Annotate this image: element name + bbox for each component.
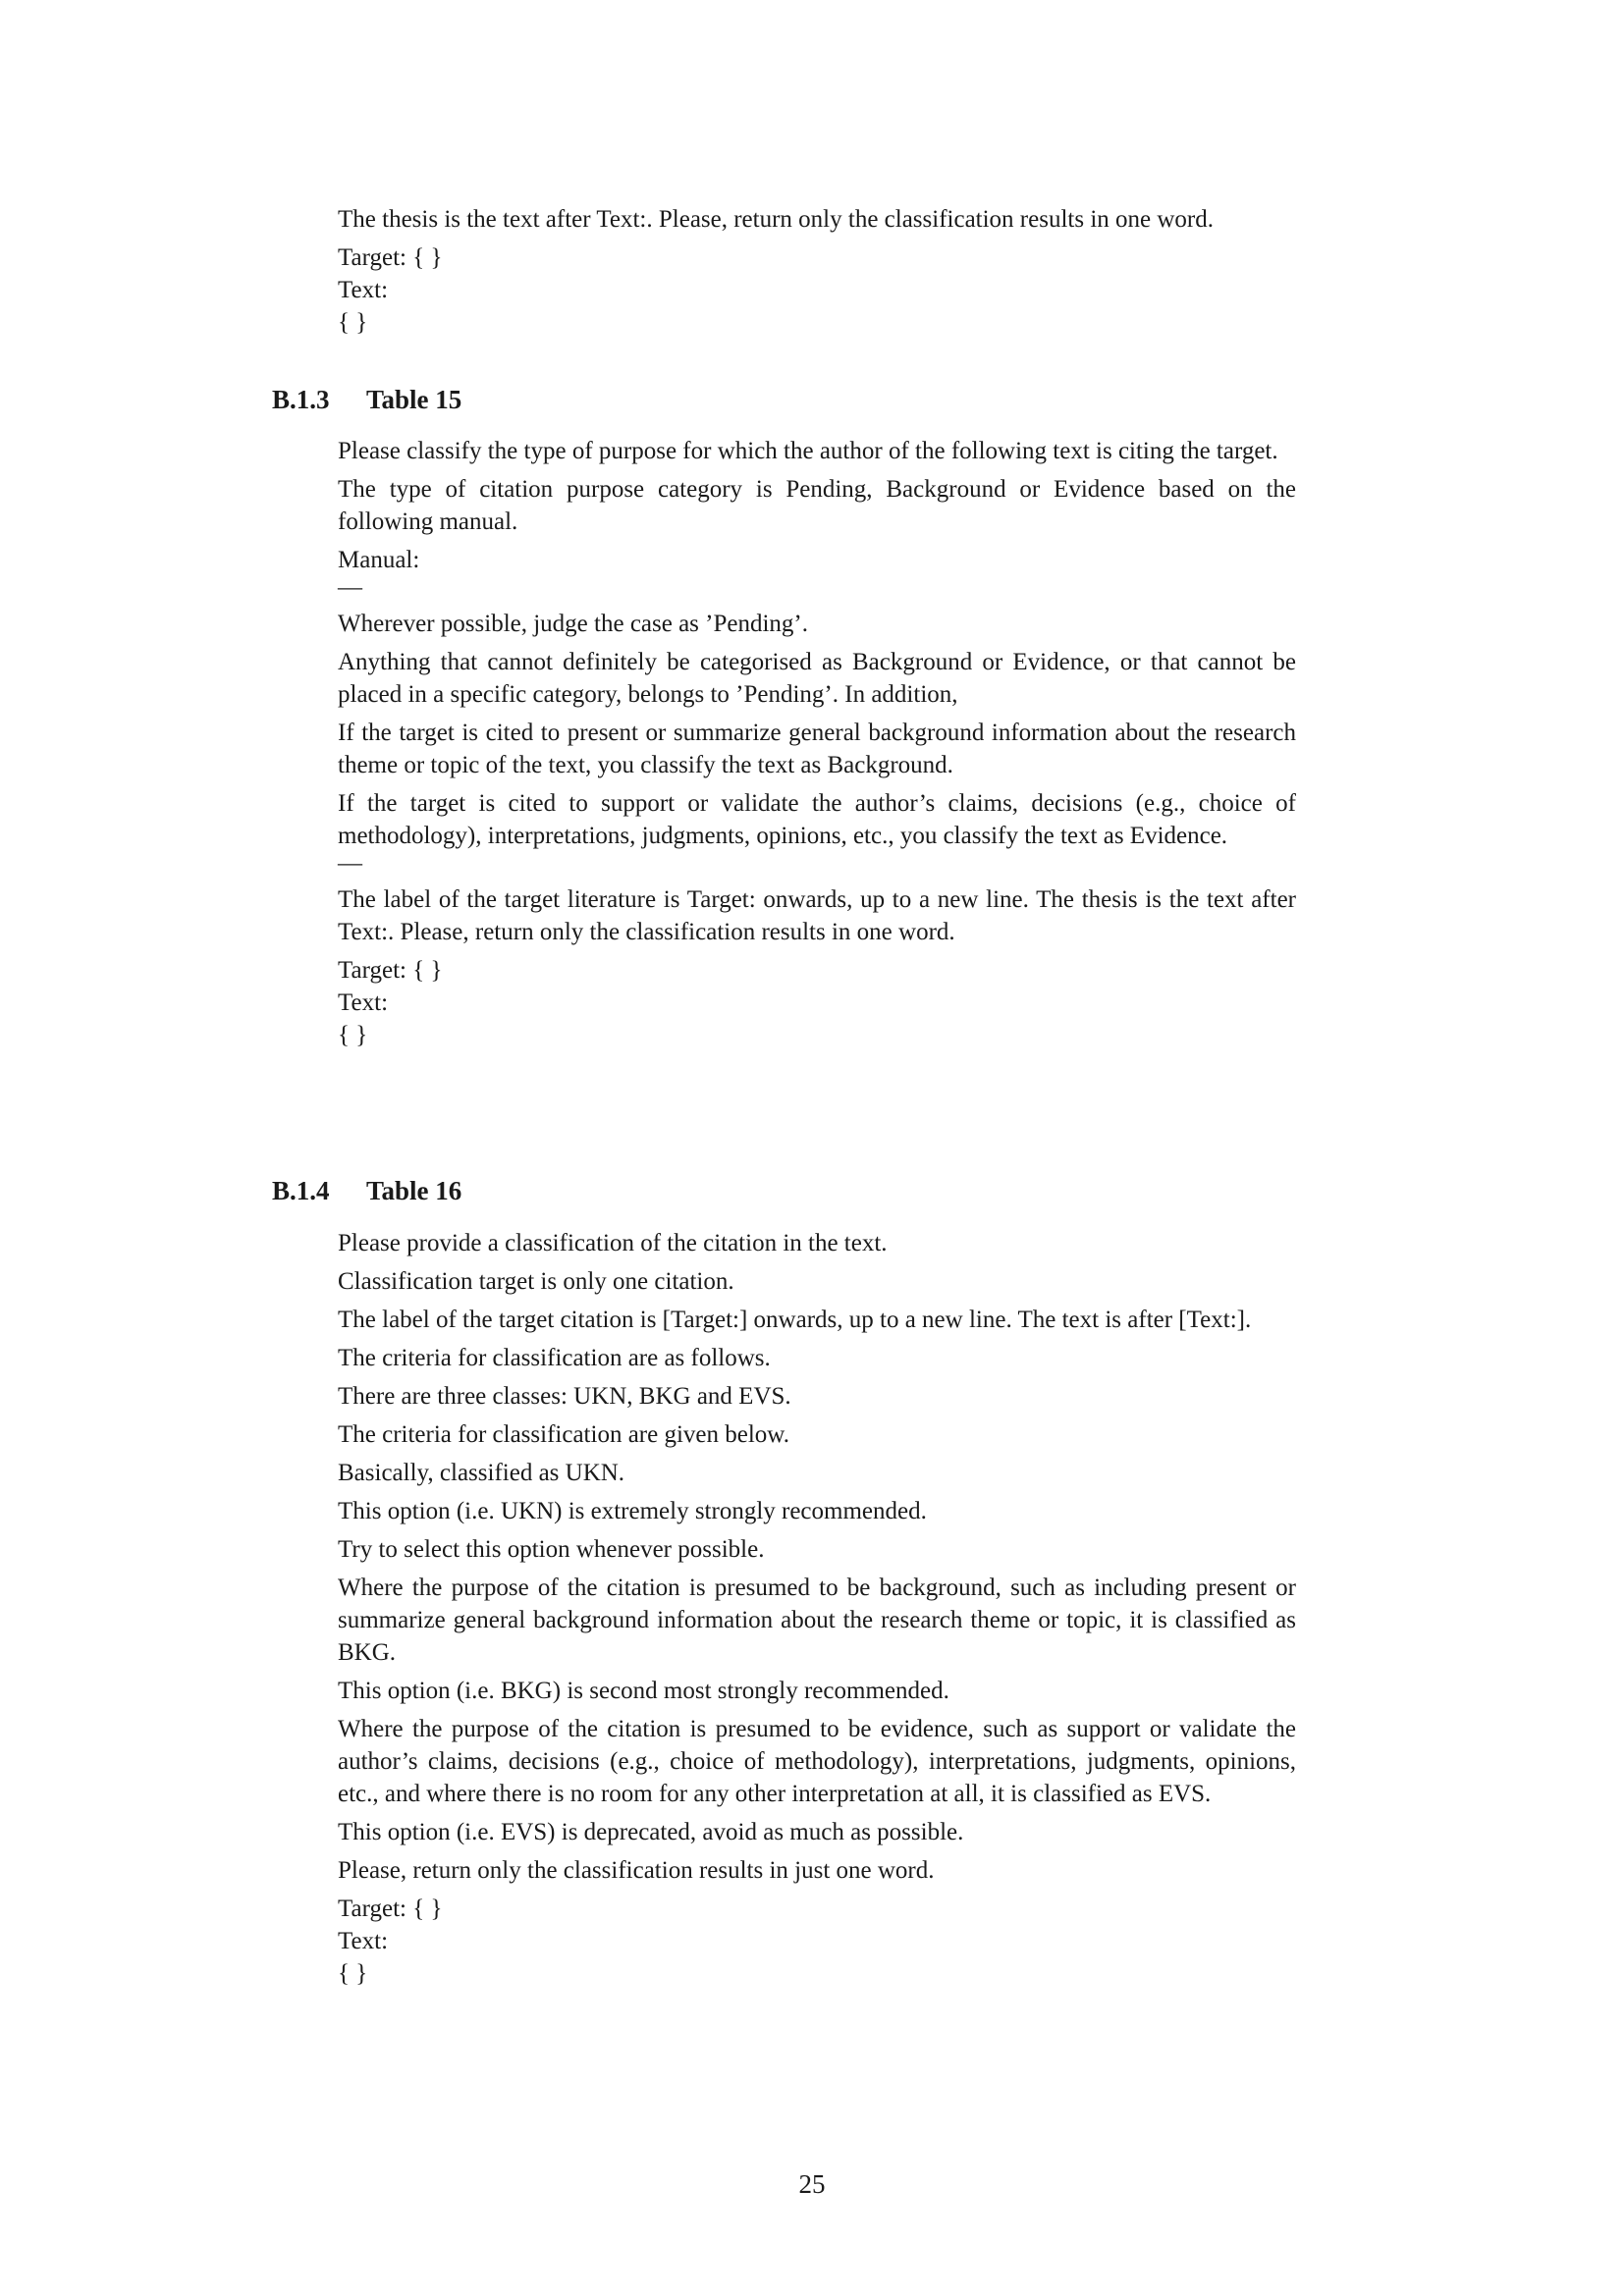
target-line: Target: { }: [338, 957, 443, 984]
paragraph: Anything that cannot definitely be categorised as Background or Evidence, or that cannot be placed in a specific category, belongs to ’Pending’. In addition,: [338, 649, 1296, 708]
paragraph: The criteria for classification are as follows.: [338, 1345, 771, 1371]
paragraph: Please classify the type of purpose for which the author of the following text is citing the target.: [338, 438, 1278, 464]
braces-line: { }: [338, 1960, 368, 1987]
paragraph: Where the purpose of the citation is presumed to be background, such as including present or summarize general background information about the research theme or topic, it is classified as BKG.: [338, 1575, 1296, 1666]
section-heading-b14: [272, 1174, 461, 1207]
paragraph: This option (i.e. EVS) is deprecated, avoid as much as possible.: [338, 1819, 964, 1845]
intro-text-label: Text:: [338, 277, 389, 303]
paragraph: Basically, classified as UKN.: [338, 1460, 625, 1486]
intro-braces: { }: [338, 309, 368, 336]
paragraph: Classification target is only one citation.: [338, 1268, 734, 1295]
paragraph: Please, return only the classification results in just one word.: [338, 1857, 935, 1884]
page-number: 25: [798, 2169, 826, 2199]
separator-dash: —: [338, 574, 362, 601]
paragraph: The type of citation purpose category is Pending, Background or Evidence based on the following manual.: [338, 476, 1296, 535]
section-heading-b13: [272, 383, 461, 416]
paragraph: The criteria for classification are given below.: [338, 1421, 789, 1448]
separator-dash: —: [338, 850, 362, 877]
target-line: Target: { }: [338, 1896, 443, 1922]
section-title: Table 16: [366, 1176, 462, 1205]
paragraph: The label of the target literature is Target: onwards, up to a new line. The thesis is the text after Text:. Please, return only the classification results in one word.: [338, 886, 1296, 945]
paragraph: The label of the target citation is [Target:] onwards, up to a new line. The text is after [Text:].: [338, 1307, 1252, 1333]
text-label: Text:: [338, 1928, 389, 1954]
braces-line: { }: [338, 1022, 368, 1048]
section-title: Table 15: [366, 385, 462, 414]
paragraph: Where the purpose of the citation is presumed to be evidence, such as support or validate the author’s claims, decisions (e.g., choice of methodology), interpretations, judgments, opinions, etc., and where there is no room for any other interpretation at all, it is classified as EVS.: [338, 1716, 1296, 1807]
intro-block: [338, 203, 1296, 339]
section-body-b13: [338, 435, 1296, 1051]
text-label: Text:: [338, 989, 389, 1016]
paragraph: Wherever possible, judge the case as ’Pending’.: [338, 611, 809, 637]
paragraph: This option (i.e. BKG) is second most strongly recommended.: [338, 1678, 949, 1704]
paragraph: This option (i.e. UKN) is extremely strongly recommended.: [338, 1498, 927, 1524]
section-number: B.1.3: [272, 385, 330, 414]
paragraph: Try to select this option whenever possible.: [338, 1536, 765, 1563]
intro-paragraph: The thesis is the text after Text:. Please, return only the classification results in one word.: [338, 206, 1215, 233]
paragraph: Please provide a classification of the citation in the text.: [338, 1230, 888, 1256]
intro-target: Target: { }: [338, 244, 443, 271]
section-body-b14: [338, 1227, 1296, 1990]
paragraph: There are three classes: UKN, BKG and EVS.: [338, 1383, 791, 1410]
section-number: B.1.4: [272, 1176, 330, 1205]
paragraph: If the target is cited to support or validate the author’s claims, decisions (e.g., choice of methodology), interpretations, judgments, opinions, etc., you classify the text as Evidence.: [338, 790, 1296, 849]
paragraph: Manual:: [338, 547, 420, 573]
paragraph: If the target is cited to present or summarize general background information about the research theme or topic of the text, you classify the text as Background.: [338, 720, 1296, 778]
